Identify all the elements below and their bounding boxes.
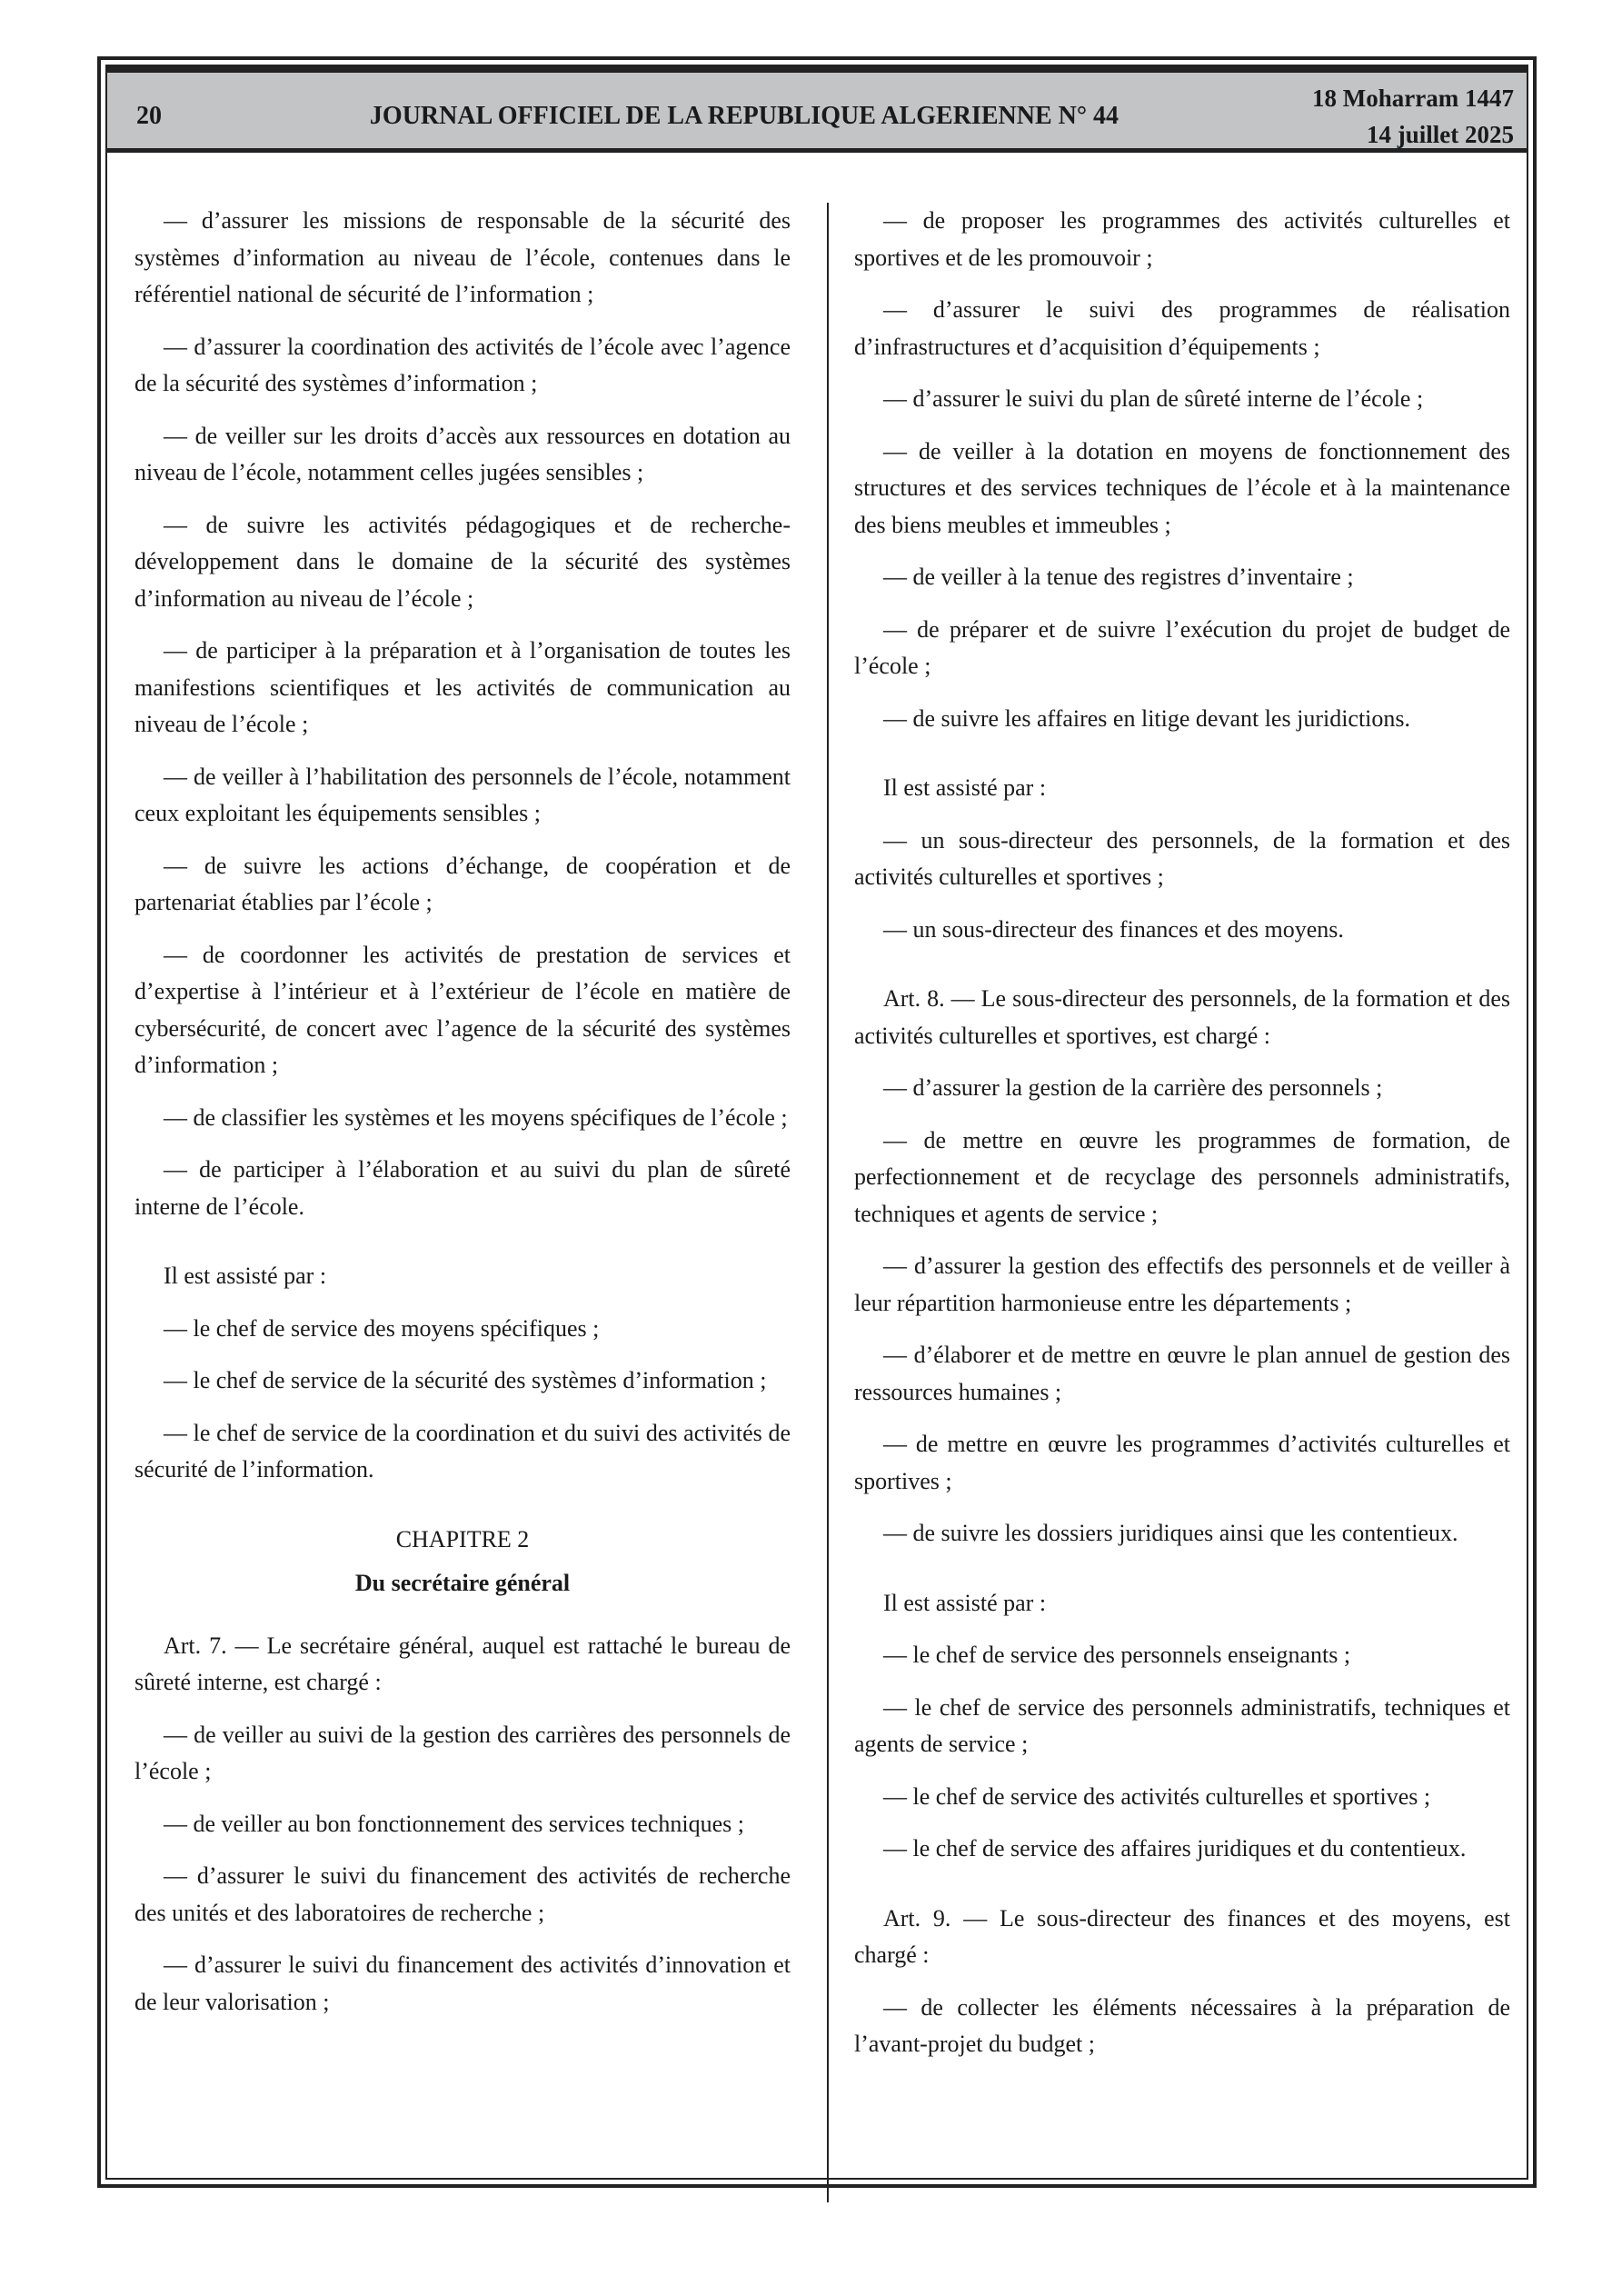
journal-header — [107, 66, 1527, 153]
paragraph: — de veiller à l’habilitation des personnels de l’école, notamment ceux exploitant les équipements sensibles ; — [134, 763, 791, 826]
paragraph: — de mettre en œuvre les programmes de formation, de perfectionnement et de recyclage des personnels administratifs, techniques et agents de service ; — [854, 1126, 1510, 1227]
paragraph: — le chef de service des personnels enseignants ; — [883, 1642, 1351, 1668]
paragraph: — de classifier les systèmes et les moyens spécifiques de l’école ; — [164, 1103, 788, 1131]
chapter-heading: CHAPITRE 2 — [395, 1525, 530, 1552]
paragraph: — de veiller à la tenue des registres d’inventaire ; — [883, 564, 1354, 590]
right-column — [854, 203, 1510, 2079]
date-gregorian: 14 juillet 2025 — [1367, 121, 1514, 148]
paragraph: — d’assurer les missions de responsable de la sécurité des systèmes d’information au niveau de l’école, contenues dans le référentiel national de sécurité de l’information ; — [134, 207, 791, 307]
section-title: Du secrétaire général — [354, 1570, 571, 1596]
paragraph: Il est assisté par : — [883, 1589, 1047, 1616]
paragraph: — d’assurer la coordination des activités de l’école avec l’agence de la sécurité des systèmes d’information ; — [134, 333, 791, 396]
paragraph: — de suivre les affaires en litige devant les juridictions. — [883, 704, 1411, 732]
paragraph: — de proposer les programmes des activités culturelles et sportives et de les promouvoir ; — [854, 207, 1510, 271]
paragraph: — le chef de service de la coordination et du suivi des activités de sécurité de l’information. — [134, 1419, 791, 1482]
column-divider — [827, 203, 829, 2202]
paragraph: — d’assurer le suivi du financement des activités d’innovation et de leur valorisation ; — [134, 1952, 791, 2015]
paragraph: — de veiller au suivi de la gestion des carrières des personnels de l’école ; — [134, 1721, 791, 1784]
paragraph: — d’élaborer et de mettre en œuvre le plan annuel de gestion des ressources humaines ; — [854, 1342, 1510, 1405]
paragraph: — de suivre les activités pédagogiques et de recherche-développement dans le domaine de la sécurité des systèmes d’information au niveau de l’école ; — [134, 511, 791, 612]
paragraph: — le chef de service des activités culturelles et sportives ; — [883, 1782, 1431, 1810]
paragraph: — d’assurer le suivi du financement des activités de recherche des unités et des laboratoires de recherche ; — [134, 1862, 791, 1926]
paragraph: — de suivre les dossiers juridiques ainsi que les contentieux. — [883, 1520, 1458, 1546]
paragraph: — le chef de service de la sécurité des systèmes d’information ; — [164, 1367, 767, 1393]
paragraph: — d’assurer la gestion de la carrière des personnels ; — [883, 1074, 1383, 1101]
paragraph: — de veiller à la dotation en moyens de fonctionnement des structures et des services techniques de l’école et à la maintenance des biens meubles et immeubles ; — [854, 437, 1510, 538]
page-frame — [97, 56, 1537, 2188]
page-inner-frame — [105, 65, 1528, 2180]
paragraph: — d’assurer le suivi des programmes de réalisation d’infrastructures et d’acquisition d’équipements ; — [854, 296, 1510, 360]
paragraph: — de veiller sur les droits d’accès aux ressources en dotation au niveau de l’école, notamment celles jugées sensibles ; — [134, 422, 791, 485]
paragraph: — de préparer et de suivre l’exécution du projet de budget de l’école ; — [854, 615, 1510, 679]
paragraph: — de participer à la préparation et à l’organisation de toutes les manifestions scientifiques et les activités de communication au niveau de l’école ; — [134, 637, 791, 737]
paragraph: Il est assisté par : — [164, 1263, 327, 1289]
paragraph: — d’assurer le suivi du plan de sûreté interne de l’école ; — [883, 385, 1424, 412]
page-number: 20 — [136, 102, 162, 130]
paragraph: — de mettre en œuvre les programmes d’activités culturelles et sportives ; — [854, 1431, 1510, 1494]
left-column — [134, 203, 791, 2036]
paragraph: — le chef de service des affaires juridiques et du contentieux. — [883, 1835, 1467, 1862]
paragraph: — le chef de service des moyens spécifiques ; — [164, 1314, 600, 1342]
date-hijri: 18 Moharram 1447 — [1312, 85, 1514, 112]
paragraph: — de participer à l’élaboration et au suivi du plan de sûreté interne de l’école. — [134, 1156, 791, 1220]
paragraph: — de suivre les actions d’échange, de coopération et de partenariat établies par l’école ; — [134, 852, 791, 915]
paragraph: Art. 7. — Le secrétaire général, auquel est rattaché le bureau de sûreté interne, est chargé : — [134, 1632, 791, 1695]
paragraph: Il est assisté par : — [883, 774, 1047, 801]
paragraph: — un sous-directeur des personnels, de la formation et des activités culturelles et sportives ; — [854, 826, 1510, 890]
journal-title: JOURNAL OFFICIEL DE LA REPUBLIQUE ALGERIENNE N° 44 — [369, 102, 1119, 130]
paragraph: — de coordonner les activités de prestation de services et d’expertise à l’intérieur et à l’extérieur de l’école en matière de cybersécurité, de concert avec l’agence de la sécurité des systèmes d’information ; — [134, 941, 791, 1078]
paragraph: — de collecter les éléments nécessaires à la préparation de l’avant-projet du budget ; — [854, 1993, 1510, 2057]
paragraph: — un sous-directeur des finances et des moyens. — [883, 915, 1344, 943]
paragraph: — d’assurer la gestion des effectifs des personnels et de veiller à leur répartition harmonieuse entre les départements ; — [854, 1253, 1510, 1316]
article-paragraph: Art. 8. — Le sous-directeur des personnels, de la formation et des activités culturelles et sportives, est chargé : — [854, 985, 1510, 1049]
paragraph: — le chef de service des personnels administratifs, techniques et agents de service ; — [854, 1693, 1510, 1757]
issue-date — [1312, 80, 1514, 153]
article-paragraph: Art. 9. — Le sous-directeur des finances et des moyens, est chargé : — [854, 1904, 1510, 1968]
paragraph: — de veiller au bon fonctionnement des services techniques ; — [164, 1810, 744, 1837]
